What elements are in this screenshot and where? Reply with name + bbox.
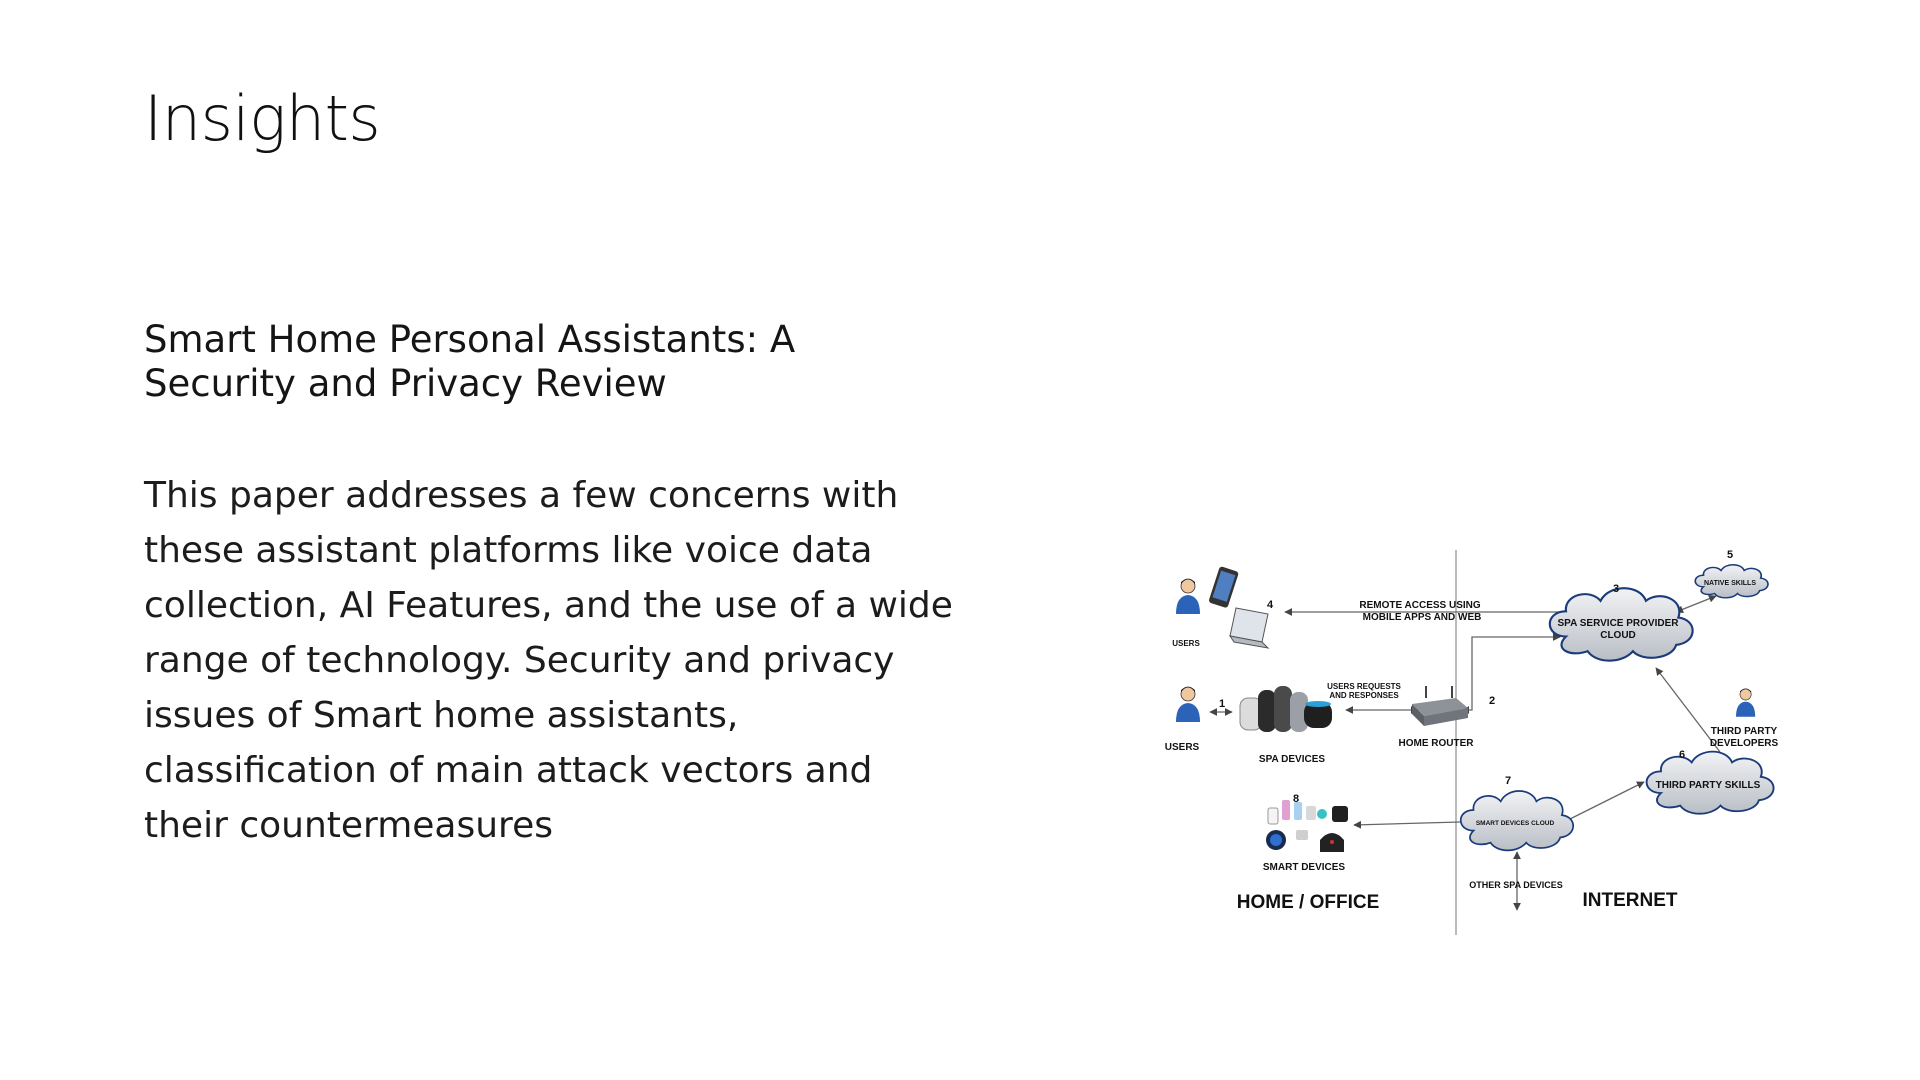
- label-users-local: USERS: [1164, 742, 1200, 753]
- label-third-party-dev-1: THIRD PARTY: [1710, 726, 1778, 737]
- paper-summary: This paper addresses a few concerns with these assistant platforms like voice data collection, AI Features, and the use of a wide range of technology. Security and privacy issues of Smart home assistants, classification of main attack vectors and their countermeasures: [144, 475, 953, 846]
- label-spa-devices: SPA DEVICES: [1258, 754, 1326, 765]
- step-number-1: 1: [1218, 698, 1226, 710]
- edge-router-cloud: [1462, 637, 1560, 710]
- label-other-spa-devices: OTHER SPA DEVICES: [1469, 880, 1563, 890]
- label-native-skills: NATIVE SKILLS: [1704, 580, 1756, 587]
- step-number-5: 5: [1726, 549, 1734, 561]
- label-requests-1: USERS REQUESTS: [1327, 682, 1401, 691]
- step-number-3: 3: [1612, 583, 1620, 595]
- smart-home-architecture-diagram: [1160, 540, 1800, 940]
- step-number-8: 8: [1292, 793, 1300, 805]
- user-local-icon: [1176, 687, 1200, 722]
- label-remote-access-1: REMOTE ACCESS USING: [1359, 600, 1481, 611]
- label-smart-devices: SMART DEVICES: [1262, 862, 1346, 873]
- slide-title: Insights: [144, 82, 381, 155]
- label-users-remote: USERS: [1172, 639, 1200, 648]
- paper-title: Smart Home Personal Assistants: A Security and Privacy Review: [144, 318, 796, 405]
- label-third-party-dev-2: DEVELOPERS: [1709, 738, 1779, 749]
- laptop-icon: [1230, 608, 1268, 648]
- label-spa-cloud-1: SPA SERVICE PROVIDER: [1557, 618, 1679, 629]
- region-label-home-office: HOME / OFFICE: [1236, 892, 1380, 913]
- label-spa-cloud-2: CLOUD: [1600, 630, 1636, 641]
- edge-devcloud-thirdparty: [1568, 782, 1644, 820]
- label-remote-access-2: MOBILE APPS AND WEB: [1362, 612, 1482, 623]
- label-third-party-skills: THIRD PARTY SKILLS: [1655, 780, 1761, 791]
- phone-icon: [1208, 566, 1239, 608]
- step-number-7: 7: [1504, 775, 1512, 787]
- step-number-2: 2: [1488, 695, 1496, 707]
- home-router-icon: [1412, 686, 1468, 726]
- region-label-internet: INTERNET: [1582, 890, 1678, 911]
- user-remote-icon: [1176, 579, 1200, 614]
- edge-cloud-native: [1676, 596, 1716, 612]
- label-requests-2: AND RESPONSES: [1329, 691, 1399, 700]
- spa-devices-icon: [1240, 686, 1332, 732]
- label-smart-devices-cloud: SMART DEVICES CLOUD: [1475, 820, 1555, 827]
- step-number-4: 4: [1266, 599, 1274, 611]
- step-number-6: 6: [1678, 749, 1686, 761]
- smart-devices-icon: [1266, 800, 1348, 852]
- developer-icon: [1736, 689, 1755, 717]
- edge-devcloud-smartdevices: [1354, 822, 1460, 825]
- label-home-router: HOME ROUTER: [1398, 738, 1474, 749]
